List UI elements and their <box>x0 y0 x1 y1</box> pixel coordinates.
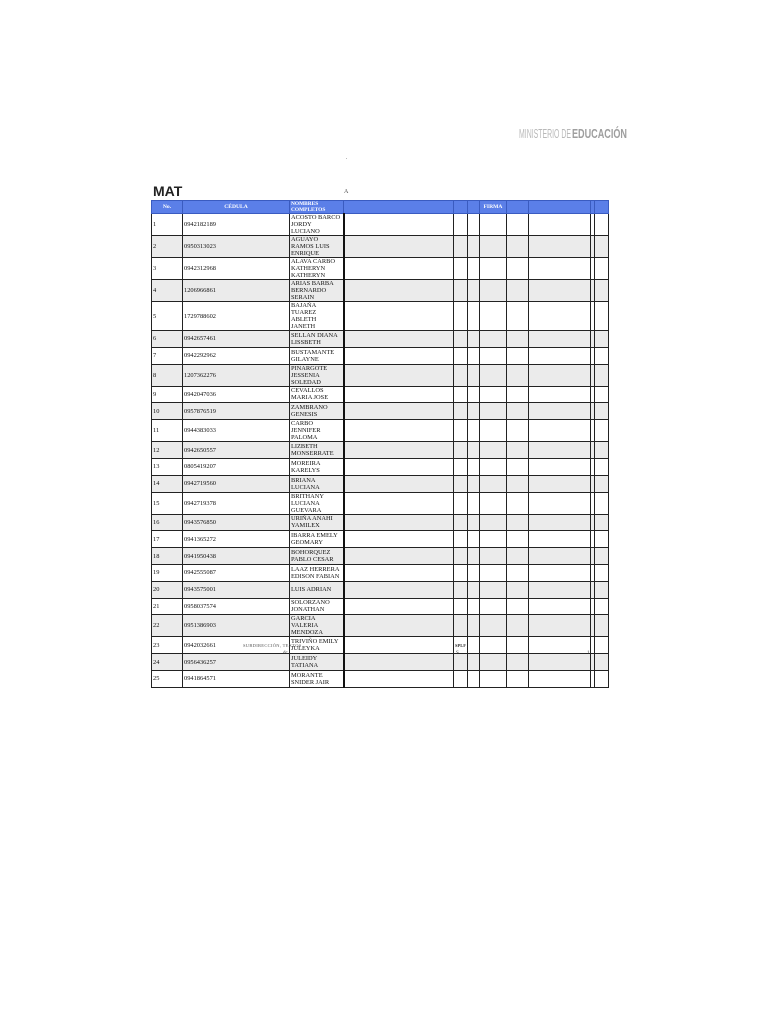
cell-blank <box>507 236 529 258</box>
cell-name: LAAZ HERRERA EDISON FABIAN <box>290 564 344 581</box>
cell-name: ARIAS BARBA BERNARDO SERAIN <box>290 280 344 302</box>
cell-no: 16 <box>152 514 183 531</box>
cell-blank <box>507 531 529 548</box>
cell-cedula: 1729788602 <box>183 302 290 331</box>
cell-firma <box>480 386 507 403</box>
cell-cedula: 0941950438 <box>183 548 290 565</box>
cell-blank <box>344 258 454 280</box>
cell-blank <box>454 564 468 581</box>
cell-cedula: 0942292962 <box>183 347 290 364</box>
cell-blank <box>344 548 454 565</box>
cell-blank <box>595 475 609 492</box>
cell-firma <box>480 420 507 442</box>
cell-blank <box>529 475 591 492</box>
cell-blank <box>529 302 591 331</box>
cell-blank <box>454 331 468 348</box>
cell-firma <box>480 637 507 654</box>
cell-blank <box>468 637 480 654</box>
cell-blank <box>507 331 529 348</box>
cell-blank <box>507 492 529 514</box>
cell-name: IBARRA EMELY GEOMARY <box>290 531 344 548</box>
logo-text-light: MINISTERIO DE <box>519 126 572 141</box>
table-row <box>152 403 609 420</box>
cell-blank <box>454 670 468 687</box>
cell-no: 13 <box>152 458 183 475</box>
cell-blank <box>507 654 529 671</box>
cell-firma <box>480 236 507 258</box>
cell-blank <box>529 492 591 514</box>
table-row <box>152 258 609 280</box>
cell-no: 15 <box>152 492 183 514</box>
cell-blank <box>529 331 591 348</box>
cell-blank <box>344 403 454 420</box>
table-row <box>152 331 609 348</box>
cell-no: 6 <box>152 331 183 348</box>
table-row <box>152 654 609 671</box>
cell-blank <box>529 670 591 687</box>
cell-blank <box>454 654 468 671</box>
cell-name: MOREIRA KARELYS <box>290 458 344 475</box>
cell-blank <box>529 548 591 565</box>
cell-name: SELLAN DIANA LISSBETH <box>290 331 344 348</box>
cell-blank <box>454 475 468 492</box>
cell-cedula: 0805419207 <box>183 458 290 475</box>
cell-blank <box>507 615 529 637</box>
cell-blank <box>468 492 480 514</box>
cell-blank <box>468 615 480 637</box>
cell-no: 2 <box>152 236 183 258</box>
cell-blank <box>507 420 529 442</box>
cell-blank <box>454 531 468 548</box>
cell-name: JULEIDY TATIANA <box>290 654 344 671</box>
cell-blank <box>468 458 480 475</box>
cell-blank <box>344 331 454 348</box>
cell-name: CARBO JENNIFER PALOMA <box>290 420 344 442</box>
cell-blank <box>468 420 480 442</box>
table-row <box>152 548 609 565</box>
cell-blank <box>529 364 591 386</box>
cell-blank <box>595 214 609 236</box>
cell-blank <box>454 458 468 475</box>
cell-cedula: 1207362276 <box>183 364 290 386</box>
cell-name: BOHORQUEZ PABLO CESAR <box>290 548 344 565</box>
cell-blank <box>529 598 591 615</box>
cell-blank <box>529 214 591 236</box>
table-header-row <box>152 201 609 214</box>
cell-blank <box>595 442 609 459</box>
cell-blank <box>344 531 454 548</box>
cell-blank <box>454 581 468 598</box>
cell-cedula: 0944383033 <box>183 420 290 442</box>
column-header-cedula: CÉDULA <box>183 201 290 214</box>
cell-blank <box>344 420 454 442</box>
cell-blank <box>529 386 591 403</box>
cell-no: 20 <box>152 581 183 598</box>
cell-no: 19 <box>152 564 183 581</box>
cell-name: ACOSTO BARCO JORDY LUCIANO <box>290 214 344 236</box>
cell-blank <box>529 258 591 280</box>
cell-cedula: 0943576850 <box>183 514 290 531</box>
cell-blank <box>454 214 468 236</box>
cell-no: 1 <box>152 214 183 236</box>
cell-no: 8 <box>152 364 183 386</box>
cell-no: 7 <box>152 347 183 364</box>
cell-no: 22 <box>152 615 183 637</box>
column-header-blank <box>595 201 609 214</box>
cell-blank <box>507 258 529 280</box>
cell-firma <box>480 302 507 331</box>
cell-blank <box>595 615 609 637</box>
table-row <box>152 581 609 598</box>
cell-blank <box>468 302 480 331</box>
cell-blank <box>468 670 480 687</box>
cell-blank <box>468 442 480 459</box>
cell-firma <box>480 598 507 615</box>
cell-blank <box>529 581 591 598</box>
cell-blank <box>529 442 591 459</box>
cell-blank <box>595 564 609 581</box>
ministry-logo <box>519 112 629 146</box>
cell-blank <box>529 280 591 302</box>
cell-cedula: 0950313023 <box>183 236 290 258</box>
cell-blank <box>595 302 609 331</box>
cell-blank <box>595 258 609 280</box>
cell-blank <box>344 214 454 236</box>
cell-blank <box>344 615 454 637</box>
cell-no: 11 <box>152 420 183 442</box>
cell-blank <box>454 364 468 386</box>
cell-name: ALAVA CARBO KATHERYN KATHERYN <box>290 258 344 280</box>
table-row <box>152 458 609 475</box>
cell-blank <box>507 475 529 492</box>
cell-name: AGUAYO RAMOS LUIS ENRIQUE <box>290 236 344 258</box>
cell-blank <box>507 214 529 236</box>
cell-blank <box>595 280 609 302</box>
cell-name: BUSTAMANTE GILAYNE <box>290 347 344 364</box>
cell-blank <box>454 615 468 637</box>
cell-blank <box>468 280 480 302</box>
cell-cedula: 0942182189 <box>183 214 290 236</box>
cell-no: 4 <box>152 280 183 302</box>
cell-blank <box>454 236 468 258</box>
cell-blank <box>595 514 609 531</box>
student-roster-table <box>151 200 609 688</box>
cell-blank <box>507 280 529 302</box>
column-header-nombres: NOMBRES COMPLETOS <box>290 201 344 214</box>
column-header-blank <box>468 201 480 214</box>
cell-cedula: 0942719378 <box>183 492 290 514</box>
cell-blank <box>507 347 529 364</box>
cell-firma <box>480 347 507 364</box>
cell-blank <box>344 442 454 459</box>
table-row <box>152 347 609 364</box>
cell-blank <box>468 548 480 565</box>
cell-name: MORANTE SNIDER JAIR <box>290 670 344 687</box>
column-header-blank <box>529 201 591 214</box>
table-row <box>152 302 609 331</box>
cell-blank <box>529 347 591 364</box>
cell-name: BAJAÑA TUAREZ ABLETH JANETH <box>290 302 344 331</box>
cell-name: URIÑA ANAHI YAMILEX <box>290 514 344 531</box>
cell-cedula: 0942312968 <box>183 258 290 280</box>
cell-name: LUIS ADRIAN <box>290 581 344 598</box>
cell-blank <box>468 564 480 581</box>
cell-blank <box>529 236 591 258</box>
table-row <box>152 531 609 548</box>
cell-blank <box>468 386 480 403</box>
cell-name: TRIVIÑO EMILY JULEYKA <box>290 637 344 654</box>
cell-no: 10 <box>152 403 183 420</box>
cell-name: BRITHANY LUCIANA GUEVARA <box>290 492 344 514</box>
cell-blank <box>344 654 454 671</box>
table-row <box>152 514 609 531</box>
cell-blank <box>454 442 468 459</box>
cell-name: SOLORZANO JONATHAN <box>290 598 344 615</box>
cell-blank <box>507 637 529 654</box>
cell-firma <box>480 615 507 637</box>
cell-blank <box>344 598 454 615</box>
cell-blank <box>507 403 529 420</box>
cell-firma <box>480 564 507 581</box>
cell-cedula: 0942650557 <box>183 442 290 459</box>
cell-no: 17 <box>152 531 183 548</box>
cell-blank <box>529 654 591 671</box>
cell-blank <box>468 364 480 386</box>
cell-cedula: 0957876519 <box>183 403 290 420</box>
cell-firma <box>480 548 507 565</box>
cell-firma <box>480 581 507 598</box>
cell-firma <box>480 214 507 236</box>
cell-cedula: 0941365272 <box>183 531 290 548</box>
cell-no: 24 <box>152 654 183 671</box>
cell-cedula: 0942032661 <box>183 637 290 654</box>
cell-blank <box>595 458 609 475</box>
table-row <box>152 442 609 459</box>
cell-blank <box>468 598 480 615</box>
cell-cedula: 0956436257 <box>183 654 290 671</box>
cell-blank <box>595 581 609 598</box>
cell-blank <box>454 280 468 302</box>
table-row <box>152 420 609 442</box>
cell-blank <box>595 236 609 258</box>
column-header-firma: FIRMA <box>480 201 507 214</box>
cell-blank <box>507 581 529 598</box>
table-row <box>152 637 609 654</box>
cell-blank <box>507 458 529 475</box>
cell-blank <box>468 654 480 671</box>
cell-firma <box>480 475 507 492</box>
cell-blank <box>344 637 454 654</box>
table-row <box>152 364 609 386</box>
cell-no: 5 <box>152 302 183 331</box>
section-letter: A <box>344 189 349 195</box>
cell-blank <box>595 492 609 514</box>
cell-cedula: 0951386903 <box>183 615 290 637</box>
cell-cedula: 0941864571 <box>183 670 290 687</box>
cell-blank <box>507 386 529 403</box>
logo-text-bold: EDUCACIÓN <box>572 126 627 141</box>
cell-blank <box>468 403 480 420</box>
cell-no: 18 <box>152 548 183 565</box>
column-header-blank <box>507 201 529 214</box>
cell-cedula: 0958037574 <box>183 598 290 615</box>
cell-blank <box>468 214 480 236</box>
cell-name: GARCIA VALERIA MENDOZA <box>290 615 344 637</box>
cell-no: 9 <box>152 386 183 403</box>
cell-firma <box>480 258 507 280</box>
cell-blank <box>507 564 529 581</box>
cell-blank <box>344 564 454 581</box>
table-row <box>152 236 609 258</box>
cell-blank <box>344 347 454 364</box>
cell-blank <box>454 492 468 514</box>
cell-firma <box>480 458 507 475</box>
cell-blank <box>454 403 468 420</box>
cell-firma <box>480 331 507 348</box>
cell-blank <box>529 564 591 581</box>
cell-name: PINARGOTE JESSENIA SOLEDAD <box>290 364 344 386</box>
cell-blank <box>344 386 454 403</box>
footer-subdirection: SUBDIRECCIÓN, TEXTOS <box>243 643 302 648</box>
cell-firma <box>480 514 507 531</box>
cell-no: 14 <box>152 475 183 492</box>
cell-blank <box>595 637 609 654</box>
cell-name: LIZBETH MONSERRATE <box>290 442 344 459</box>
cell-blank <box>344 458 454 475</box>
page-title: MAT <box>153 183 183 199</box>
table-row <box>152 615 609 637</box>
cell-no: 3 <box>152 258 183 280</box>
cell-blank <box>344 364 454 386</box>
cell-no: 25 <box>152 670 183 687</box>
cell-blank <box>507 442 529 459</box>
cell-name: BRIANA LUCIANA <box>290 475 344 492</box>
cell-blank <box>595 531 609 548</box>
cell-firma <box>480 654 507 671</box>
table-row <box>152 670 609 687</box>
table-row <box>152 214 609 236</box>
table-row <box>152 386 609 403</box>
cell-blank <box>468 581 480 598</box>
footer-s: S <box>456 651 459 656</box>
cell-blank <box>344 514 454 531</box>
cell-name: CEVALLOS MARIA JOSE <box>290 386 344 403</box>
cell-blank <box>529 514 591 531</box>
cell-blank <box>595 654 609 671</box>
cell-firma <box>480 403 507 420</box>
cell-firma <box>480 670 507 687</box>
cell-blank <box>529 458 591 475</box>
cell-blank <box>595 670 609 687</box>
cell-blank <box>468 258 480 280</box>
cell-blank <box>507 548 529 565</box>
cell-blank <box>507 514 529 531</box>
cell-blank <box>344 670 454 687</box>
cell-blank <box>529 615 591 637</box>
footer-page-number: 1 <box>587 651 590 656</box>
cell-blank <box>595 403 609 420</box>
footer-code: SPLF <box>455 643 467 648</box>
table-row <box>152 564 609 581</box>
cell-blank <box>344 581 454 598</box>
cell-no: 12 <box>152 442 183 459</box>
column-header-blank <box>344 201 454 214</box>
cell-cedula: 0942047036 <box>183 386 290 403</box>
page-speck <box>346 158 347 159</box>
cell-blank <box>344 302 454 331</box>
cell-blank <box>595 386 609 403</box>
cell-blank <box>595 548 609 565</box>
cell-blank <box>454 386 468 403</box>
column-header-no: No. <box>152 201 183 214</box>
cell-blank <box>454 347 468 364</box>
cell-blank <box>454 548 468 565</box>
cell-cedula: 0942719560 <box>183 475 290 492</box>
cell-cedula: 0942555087 <box>183 564 290 581</box>
cell-blank <box>468 514 480 531</box>
cell-cedula: 0942657461 <box>183 331 290 348</box>
cell-firma <box>480 492 507 514</box>
cell-blank <box>468 531 480 548</box>
cell-blank <box>454 514 468 531</box>
cell-blank <box>507 670 529 687</box>
cell-blank <box>344 236 454 258</box>
table-row <box>152 475 609 492</box>
cell-blank <box>454 302 468 331</box>
cell-blank <box>529 531 591 548</box>
table-body <box>152 214 609 688</box>
cell-blank <box>468 236 480 258</box>
cell-blank <box>529 637 591 654</box>
footer-dc: dc <box>283 651 288 656</box>
table-row <box>152 598 609 615</box>
cell-blank <box>595 331 609 348</box>
cell-firma <box>480 531 507 548</box>
cell-firma <box>480 364 507 386</box>
cell-blank <box>468 347 480 364</box>
cell-blank <box>529 420 591 442</box>
cell-blank <box>454 598 468 615</box>
cell-blank <box>344 492 454 514</box>
cell-blank <box>507 598 529 615</box>
table-row <box>152 280 609 302</box>
cell-name: ZAMBRANO GENESIS <box>290 403 344 420</box>
cell-cedula: 0943575001 <box>183 581 290 598</box>
cell-cedula: 1206966861 <box>183 280 290 302</box>
cell-blank <box>454 420 468 442</box>
column-header-blank <box>454 201 468 214</box>
cell-blank <box>595 364 609 386</box>
cell-blank <box>529 403 591 420</box>
cell-blank <box>507 364 529 386</box>
cell-blank <box>468 331 480 348</box>
cell-no: 23 <box>152 637 183 654</box>
cell-blank <box>468 475 480 492</box>
table-row <box>152 492 609 514</box>
cell-blank <box>344 280 454 302</box>
cell-blank <box>595 598 609 615</box>
cell-firma <box>480 280 507 302</box>
cell-blank <box>595 420 609 442</box>
cell-blank <box>595 347 609 364</box>
cell-firma <box>480 442 507 459</box>
cell-no: 21 <box>152 598 183 615</box>
cell-blank <box>454 258 468 280</box>
cell-blank <box>507 302 529 331</box>
cell-blank <box>344 475 454 492</box>
